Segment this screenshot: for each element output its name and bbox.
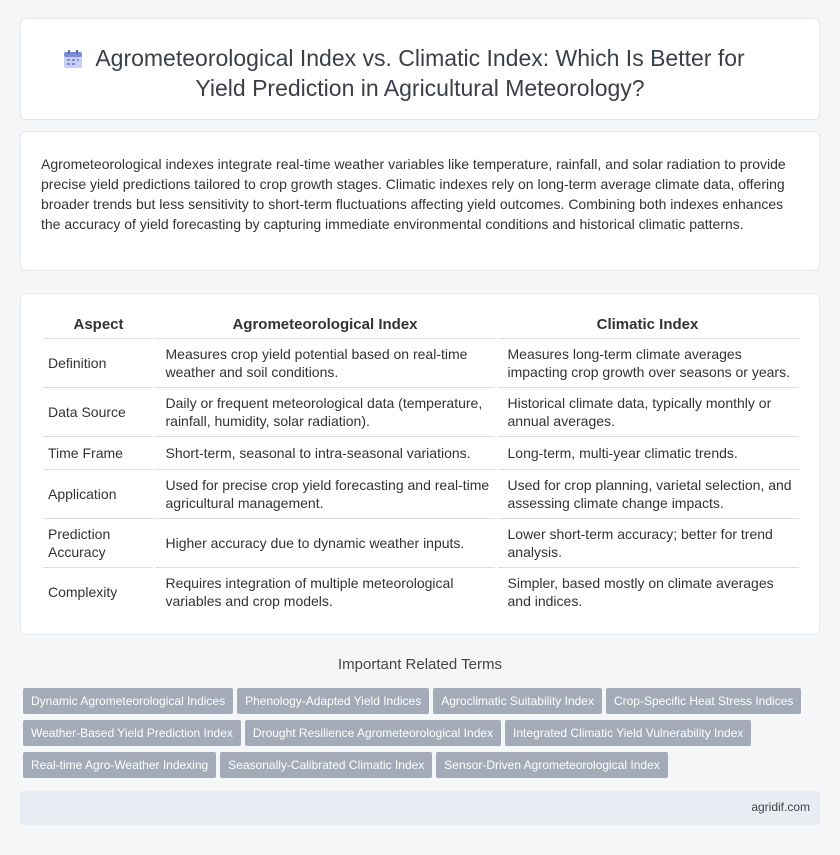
header-agrometeorological-index: Agrometeorological Index [232,316,418,334]
cell-aspect: Time Frame [43,436,154,469]
related-terms-title: Important Related Terms [338,656,502,673]
page-title [21,43,819,103]
related-term-tag[interactable]: Sensor-Driven Agrometeorological Index [436,752,667,778]
cell-agro: Requires integration of multiple meteorological variables and crop models. [154,567,496,616]
related-term-tag[interactable]: Crop-Specific Heat Stress Indices [606,688,801,714]
tag-row [23,720,823,752]
cell-aspect: Complexity [43,567,154,616]
cell-aspect: Application [43,469,154,518]
related-term-tag[interactable]: Seasonally-Calibrated Climatic Index [220,752,432,778]
cell-agro: Higher accuracy due to dynamic weather inputs. [154,518,496,567]
page-title-line-2: Yield Prediction in Agricultural Meteorology? [195,75,645,101]
related-term-tag[interactable]: Integrated Climatic Yield Vulnerability Index [505,720,751,746]
related-term-tag[interactable]: Drought Resilience Agrometeorological Index [245,720,501,746]
footer-site-link[interactable]: agridif.com [751,800,810,814]
table-row [43,436,799,469]
cell-agro: Used for precise crop yield forecasting and real-time agricultural management. [154,469,496,518]
tag-row [23,688,823,720]
cell-aspect: Definition [43,338,154,387]
cell-clim: Historical climate data, typically monthly or annual averages. [496,387,799,436]
related-term-tag[interactable]: Real-time Agro-Weather Indexing [23,752,216,778]
comparison-card [20,293,820,635]
intro-card [20,131,820,271]
related-term-tag[interactable]: Agroclimatic Suitability Index [433,688,602,714]
table-row [43,387,799,436]
related-term-tag[interactable]: Dynamic Agrometeorological Indices [23,688,233,714]
cell-clim: Measures long-term climate averages impacting crop growth over seasons or years. [496,338,799,387]
table-header-row [43,316,799,338]
cell-clim: Simpler, based mostly on climate averages and indices. [496,567,799,616]
related-term-tag[interactable]: Phenology-Adapted Yield Indices [237,688,429,714]
header-climatic-index: Climatic Index [596,316,699,334]
table-row [43,469,799,518]
table-row [43,338,799,387]
cell-agro: Measures crop yield potential based on real-time weather and soil conditions. [154,338,496,387]
cell-aspect: Prediction Accuracy [43,518,154,567]
cell-clim: Long-term, multi-year climatic trends. [496,436,799,469]
comparison-table [43,316,799,616]
cell-agro: Daily or frequent meteorological data (temperature, rainfall, humidity, solar radiation). [154,387,496,436]
table-row [43,567,799,616]
footer [20,791,820,825]
page-title-line-1: Agrometeorological Index vs. Climatic Index: Which Is Better for [95,45,745,71]
related-term-tag[interactable]: Weather-Based Yield Prediction Index [23,720,241,746]
cell-clim: Used for crop planning, varietal selection, and assessing climate change impacts. [496,469,799,518]
title-card [20,18,820,120]
cell-agro: Short-term, seasonal to intra-seasonal variations. [154,436,496,469]
tag-row [23,752,823,784]
cell-clim: Lower short-term accuracy; better for trend analysis. [496,518,799,567]
header-aspect: Aspect [73,316,124,334]
cell-aspect: Data Source [43,387,154,436]
related-terms-list [23,688,823,784]
intro-paragraph: Agrometeorological indexes integrate real-time weather variables like temperature, rainfall, and solar radiation to provide precise yield predictions tailored to crop growth stages. Climatic indexes rely on long-term average climate data, offering broader trends but less sensitivity to short-term fluctuations affecting yield outcomes. Combining both indexes enhances the accuracy of yield forecasting by capturing immediate environmental conditions and historical climatic patterns. [41,156,786,232]
table-row [43,518,799,567]
